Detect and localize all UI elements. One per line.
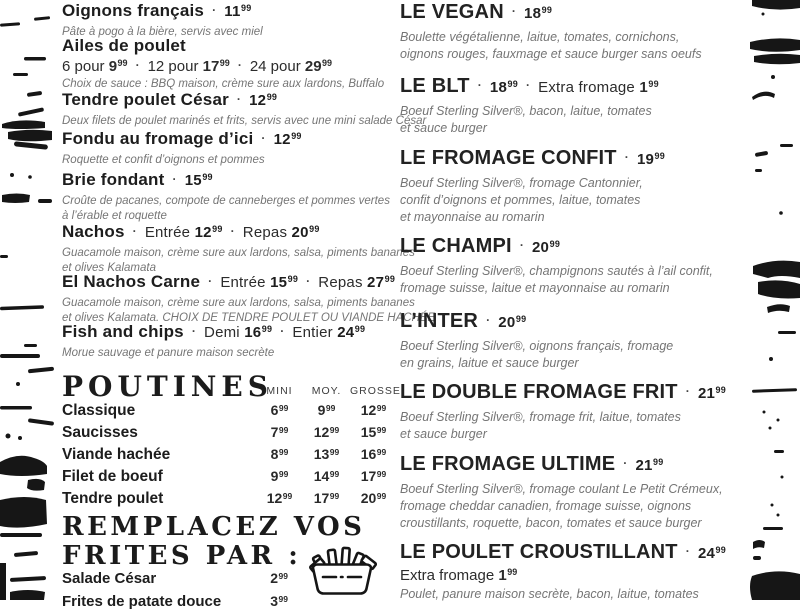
item-description-line: et olives Kalamata. CHOIX DE TENDRE POULET OU VIANDE HACHÉE	[62, 312, 436, 324]
item-title-line	[400, 310, 740, 333]
item-name: LE CHAMPI	[400, 235, 512, 257]
extra-option: Extra fromage $1^{99}$	[400, 567, 518, 584]
dot-separator	[478, 78, 482, 92]
dot-separator	[237, 92, 241, 106]
item-price: 21	[697, 385, 716, 402]
item-description-line: et sauce burger	[400, 121, 487, 135]
item-price-cents: 99	[515, 314, 527, 324]
menu-item-ailes-de-poulet	[62, 36, 397, 92]
menu-item-fish-and-chips	[62, 322, 397, 361]
item-price-cents: 99	[117, 58, 128, 68]
poutine-price-grosse: $20^{99}$	[360, 490, 387, 506]
item-name: Nachos	[62, 222, 125, 241]
item-description-line: oignons rouges, fauxmage et sauce burger sans oeufs	[400, 47, 702, 61]
item-description-line: Poulet, panure maison secrète, bacon, laitue, tomates	[400, 587, 699, 601]
remplacez-row-salade-cesar	[62, 570, 288, 587]
item-price: 16	[244, 324, 262, 341]
dot-separator	[133, 224, 137, 238]
fries-basket-icon	[304, 546, 384, 596]
poutine-price-moy: $13^{99}$	[313, 446, 340, 462]
menu-item-nachos	[62, 222, 415, 276]
poutines-section	[62, 370, 401, 512]
poutine-price-grosse: $12^{99}$	[360, 402, 387, 418]
item-price: 27	[367, 274, 385, 291]
menu-item-le-blt	[400, 75, 740, 137]
item-price-cents: 99	[654, 151, 665, 161]
item-name: Brie fondant	[62, 170, 165, 189]
poutine-price-mini: $9^{99}$	[270, 468, 289, 484]
item-description	[400, 263, 740, 297]
dot-separator	[280, 324, 284, 338]
poutine-row-classique	[62, 402, 397, 424]
poutine-price-mini: $6^{99}$	[270, 402, 289, 418]
column-header-moy: MOY.	[311, 385, 342, 397]
item-price: 17	[202, 58, 220, 75]
item-description-line: Boeuf Sterling Silver®, oignons français, fromage	[400, 339, 674, 353]
remplacez-title-line2: FRITES PAR :	[62, 541, 302, 571]
item-price-cents: 99	[261, 324, 273, 334]
dot-separator	[512, 4, 516, 18]
item-description	[400, 338, 740, 372]
dot-separator	[238, 58, 242, 72]
menu-item-tendre-poulet-cesar	[62, 90, 427, 129]
item-price-cents: 99	[507, 79, 518, 89]
dot-separator	[212, 3, 216, 17]
poutine-row-tendre-poulet	[62, 490, 397, 512]
item-price-cents: 99	[715, 385, 726, 395]
extra-option: Extra fromage $1^{99}$	[538, 79, 659, 96]
menu-item-fondu-au-fromage	[62, 129, 397, 168]
dot-separator	[486, 313, 490, 327]
item-title-line	[400, 235, 740, 258]
dot-separator	[306, 274, 310, 288]
item-title-line	[400, 1, 740, 24]
item-price: 12	[273, 131, 291, 148]
item-price: 11	[224, 3, 241, 20]
price-label: Entrée	[220, 274, 271, 291]
menu-item-le-fromage-confit	[400, 147, 740, 226]
item-price-cents: 99	[291, 131, 302, 141]
poutine-price-moy: $14^{99}$	[313, 468, 340, 484]
item-title-line	[400, 381, 740, 404]
menu-item-le-poulet-croustillant	[400, 541, 740, 603]
price-label: 6 pour	[62, 58, 109, 75]
dot-separator	[208, 274, 212, 288]
item-description-line: Croûte de pacanes, compote de canneberges et pommes vertes	[62, 195, 390, 207]
item-description-line: Boulette végétalienne, laitue, tomates, cornichons,	[400, 30, 680, 44]
item-description-line: Boeuf Sterling Silver®, fromage frit, laitue, tomates	[400, 410, 681, 424]
item-price: 24	[697, 545, 716, 562]
item-price: 12	[249, 92, 267, 109]
item-title-line	[400, 147, 740, 170]
item-price: 20	[498, 314, 516, 331]
item-description-line: et mayonnaise au romarin	[400, 210, 545, 224]
side-name: Frites de patate douce	[62, 593, 222, 610]
dot-separator	[173, 172, 177, 186]
dot-separator	[520, 238, 524, 252]
price-label: Entier	[292, 324, 338, 341]
item-description	[400, 586, 740, 603]
item-name: Oignons français	[62, 1, 205, 20]
item-name: LE FROMAGE CONFIT	[400, 147, 617, 169]
item-name: Tendre poulet César	[62, 90, 229, 109]
poutine-name: Tendre poulet	[62, 490, 164, 507]
remplacez-title-line1: REMPLACEZ VOS	[62, 512, 366, 542]
dot-separator	[136, 58, 140, 72]
item-name: LE VEGAN	[400, 1, 504, 23]
item-name: LE FROMAGE ULTIME	[400, 453, 616, 475]
item-price: 15	[270, 274, 288, 291]
item-name: El Nachos Carne	[62, 272, 201, 291]
menu-item-le-double-fromage-frit	[400, 381, 740, 443]
dot-separator	[686, 544, 690, 558]
item-price-cents: 99	[287, 274, 299, 284]
item-name: LE BLT	[400, 75, 470, 97]
column-header-mini: MINI	[266, 385, 293, 397]
dot-separator	[623, 456, 627, 470]
item-description-line: fromage cheddar canadien, fromage suisse, oignons	[400, 499, 692, 513]
poutine-row-viande-hachee	[62, 446, 397, 468]
item-title-line	[62, 1, 397, 21]
poutine-name: Filet de boeuf	[62, 468, 163, 485]
remplacez-row-frites-patate-douce	[62, 593, 288, 610]
menu-item-oignons-francais	[62, 1, 397, 40]
price-label: Demi	[204, 324, 245, 341]
item-description-line: et sauce burger	[400, 427, 487, 441]
item-description-line: confit d’oignons et pommes, laitue, tomates	[400, 193, 641, 207]
dot-separator	[231, 224, 235, 238]
item-price-cents: 99	[219, 58, 230, 68]
item-price-cents: 99	[266, 92, 278, 102]
item-title-line	[400, 75, 740, 98]
item-price: 9	[108, 58, 118, 75]
item-description-line: Choix de sauce : BBQ maison, crème sure aux lardons, Buffalo	[62, 78, 385, 90]
poutine-price-mini: $12^{99}$	[266, 490, 293, 506]
item-price: 29	[304, 58, 322, 75]
menu-item-le-vegan	[400, 1, 740, 63]
poutines-section-title: POUTINES	[62, 370, 273, 403]
menu-item-le-champi	[400, 235, 740, 297]
item-description-line: en grains, laitue et sauce burger	[400, 356, 579, 370]
item-price: 15	[184, 172, 202, 189]
item-price: 21	[635, 457, 653, 474]
dot-separator	[686, 384, 690, 398]
poutine-name: Saucisses	[62, 424, 138, 441]
poutine-row-saucisses	[62, 424, 397, 446]
dot-separator	[261, 131, 265, 145]
column-header-grosse: GROSSE	[350, 385, 401, 397]
item-description-line: Morue sauvage et panure maison secrète	[62, 347, 275, 359]
poutine-price-moy: $9^{99}$	[317, 402, 336, 418]
item-price: 24	[337, 324, 355, 341]
dot-separator	[192, 324, 196, 338]
item-name: LE POULET CROUSTILLANT	[400, 541, 678, 563]
item-title-line	[62, 36, 397, 56]
left-edge-ink-texture	[0, 0, 60, 600]
item-price: 20	[291, 224, 309, 241]
item-description-line: fromage suisse, laitue et mayonnaise au romarin	[400, 281, 670, 295]
price-label: Repas	[318, 274, 368, 291]
item-price: 18	[489, 79, 508, 96]
item-price-cents: 99	[241, 3, 252, 13]
item-description-line: Guacamole maison, crème sure aux lardons, salsa, piments bananes	[62, 247, 415, 259]
item-description-line: Boeuf Sterling Silver®, bacon, laitue, tomates	[400, 104, 652, 118]
item-description-line: à l’érable et roquette	[62, 210, 167, 222]
item-description-line: croustillants, roquette, bacon, tomates et sauce burger	[400, 516, 702, 530]
menu-item-le-fromage-ultime	[400, 453, 740, 532]
poutine-row-filet-de-boeuf	[62, 468, 397, 490]
item-title-line	[62, 90, 397, 110]
poutine-price-mini: $8^{99}$	[270, 446, 289, 462]
side-name: Salade César	[62, 570, 157, 587]
item-description	[400, 175, 740, 226]
menu-item-brie-fondant	[62, 170, 397, 224]
price-label: Entrée	[144, 224, 195, 241]
item-name: Fondu au fromage d’ici	[62, 129, 254, 148]
item-name: Ailes de poulet	[62, 36, 186, 55]
item-description	[400, 103, 740, 137]
poutine-name: Viande hachée	[62, 446, 171, 463]
item-description-line: et olives Kalamata	[62, 262, 156, 274]
item-description	[400, 481, 740, 532]
poutine-price-mini: $7^{99}$	[270, 424, 289, 440]
dot-separator	[625, 150, 629, 164]
side-price: $2^{99}$	[270, 570, 288, 586]
item-price-cents: 99	[202, 172, 213, 182]
item-price-cents: 99	[653, 457, 664, 467]
item-title-line	[62, 322, 397, 342]
item-description-line: Boeuf Sterling Silver®, fromage coulant Le Petit Crémeux,	[400, 482, 723, 496]
item-price: 20	[532, 239, 550, 256]
item-description-line: Guacamole maison, crème sure aux lardons, salsa, piments bananes	[62, 297, 415, 309]
poutine-price-grosse: $15^{99}$	[360, 424, 387, 440]
menu-item-l-inter	[400, 310, 740, 372]
item-title-line	[400, 541, 740, 564]
item-price: 19	[636, 151, 655, 168]
item-price-line	[62, 58, 397, 75]
poutine-price-grosse: $16^{99}$	[360, 446, 387, 462]
item-name: Fish and chips	[62, 322, 184, 341]
item-title-line	[62, 170, 397, 190]
item-title-line	[400, 453, 740, 476]
item-description	[400, 409, 740, 443]
item-price-cents: 99	[322, 58, 333, 68]
poutine-price-moy: $17^{99}$	[313, 490, 340, 506]
item-description-line: Deux filets de poulet marinés et frits, servis avec une mini salade César	[62, 115, 427, 127]
item-name: L’INTER	[400, 310, 479, 332]
item-price-cents: 99	[384, 274, 396, 284]
price-label: Repas	[242, 224, 292, 241]
item-price-cents: 99	[715, 545, 726, 555]
poutine-name: Classique	[62, 402, 136, 419]
item-description-line: Roquette et confit d’oignons et pommes	[62, 154, 265, 166]
right-menu-column	[400, 1, 740, 601]
price-label: 12 pour	[147, 58, 203, 75]
item-title-line	[62, 272, 397, 292]
item-price-cents: 99	[309, 224, 320, 234]
poutines-header-row	[62, 370, 401, 403]
poutine-price-moy: $12^{99}$	[313, 424, 340, 440]
item-description-line: Boeuf Sterling Silver®, fromage Cantonnier,	[400, 176, 643, 190]
item-name: LE DOUBLE FROMAGE FRIT	[400, 381, 678, 403]
item-description	[400, 29, 740, 63]
item-title-line	[62, 129, 397, 149]
dot-separator	[526, 78, 530, 92]
item-price-cents: 99	[354, 324, 366, 334]
item-title-line	[62, 222, 397, 242]
item-description-line: Boeuf Sterling Silver®, champignons sautés à l’ail confit,	[400, 264, 713, 278]
item-price-cents: 99	[212, 224, 223, 234]
item-price: 18	[524, 5, 542, 22]
item-price-cents: 99	[549, 239, 561, 249]
side-price: $3^{99}$	[270, 593, 288, 609]
item-description-line: Pâte à pogo à la bière, servis avec miel	[62, 26, 263, 38]
item-price-cents: 99	[541, 5, 553, 15]
menu-item-el-nachos-carne	[62, 272, 436, 326]
item-price: 12	[194, 224, 212, 241]
price-label: 24 pour	[249, 58, 305, 75]
poutine-price-grosse: $17^{99}$	[360, 468, 387, 484]
